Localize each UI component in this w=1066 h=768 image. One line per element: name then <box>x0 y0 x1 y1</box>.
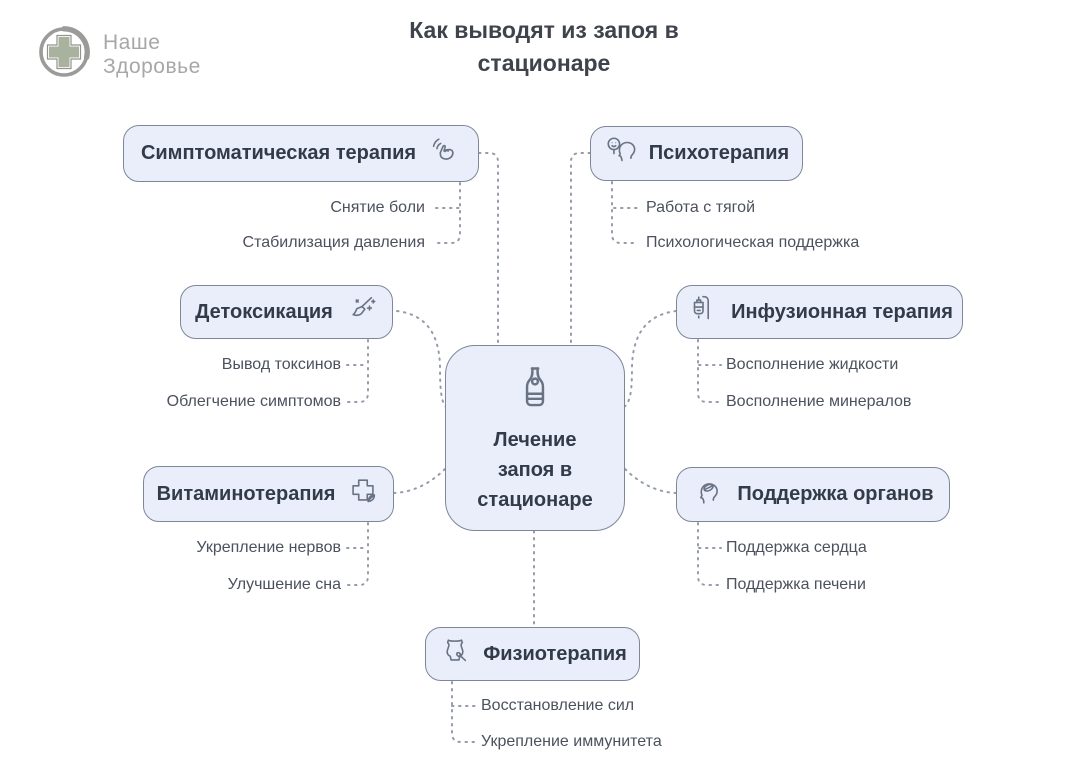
subitem-label: Восстановление сил <box>481 697 635 714</box>
logo-text <box>103 31 201 78</box>
central-label-line3: стационаре <box>477 488 593 511</box>
node-detoxification <box>180 285 393 339</box>
node-label: Симптоматическая терапия <box>140 142 417 164</box>
subitem-label: Укрепление нервов <box>196 539 341 556</box>
connector-path <box>397 311 446 407</box>
node-physiotherapy <box>425 627 640 681</box>
connector-path <box>347 340 368 402</box>
node-central-treatment <box>445 345 625 531</box>
node-psychotherapy <box>590 126 803 181</box>
connector-path <box>698 340 721 402</box>
central-node-label <box>477 425 592 515</box>
iv-drip-icon <box>686 292 720 332</box>
connector-path <box>436 183 460 243</box>
subitem-label: Улучшение сна <box>227 576 341 593</box>
psychology-icon <box>604 134 638 174</box>
connector-path <box>624 468 676 493</box>
broom-icon <box>344 292 378 332</box>
central-label-line1: Лечение <box>493 428 577 451</box>
subitem-label: Укрепление иммунитета <box>481 733 662 750</box>
node-label: Физиотерапия <box>483 642 627 665</box>
node-symptomatic-therapy <box>123 125 479 182</box>
subitem-label: Работа с тягой <box>646 199 755 216</box>
massage-icon <box>438 634 472 674</box>
node-organ-support <box>676 467 950 522</box>
node-label: Психотерапия <box>648 142 790 164</box>
subitem-label: Восполнение жидкости <box>726 356 899 373</box>
connector-path <box>624 311 676 407</box>
connector-path <box>612 182 638 243</box>
subitem-label: Вывод токсинов <box>221 356 341 373</box>
subitem-label: Поддержка печени <box>726 576 866 593</box>
head-organ-icon <box>692 475 726 515</box>
vitamin-cross-icon <box>346 474 380 514</box>
subitem-label: Снятие боли <box>330 199 425 216</box>
connector-path <box>347 523 368 585</box>
node-label: Детоксикация <box>195 300 333 323</box>
logo-text-line2: Здоровье <box>103 54 201 78</box>
node-label: Поддержка органов <box>737 483 934 505</box>
subitem-label: Поддержка сердца <box>726 539 867 556</box>
connector-path <box>571 153 590 344</box>
pain-relief-icon <box>427 134 461 174</box>
connector-path <box>698 523 721 585</box>
node-infusion-therapy <box>676 285 963 339</box>
node-label: Инфузионная терапия <box>731 300 953 323</box>
central-label-line2: запоя в <box>497 458 573 481</box>
connector-path <box>479 153 498 344</box>
connector-path <box>452 682 475 742</box>
node-label: Витаминотерапия <box>156 482 336 505</box>
connector-path <box>394 468 446 493</box>
medical-cross-logo-icon <box>34 22 94 87</box>
subitem-label: Облегчение симптомов <box>166 393 341 410</box>
logo-text-line1: Наше <box>103 30 161 54</box>
subitem-label: Восполнение минералов <box>726 393 912 410</box>
subitem-label: Стабилизация давления <box>242 234 425 251</box>
node-vitamin-therapy <box>143 466 394 522</box>
subitem-label: Психологическая поддержка <box>646 234 860 251</box>
clinic-logo <box>34 22 201 87</box>
bottle-icon <box>509 362 561 419</box>
page-title: Как выводят из запоя в стационаре <box>409 17 679 76</box>
